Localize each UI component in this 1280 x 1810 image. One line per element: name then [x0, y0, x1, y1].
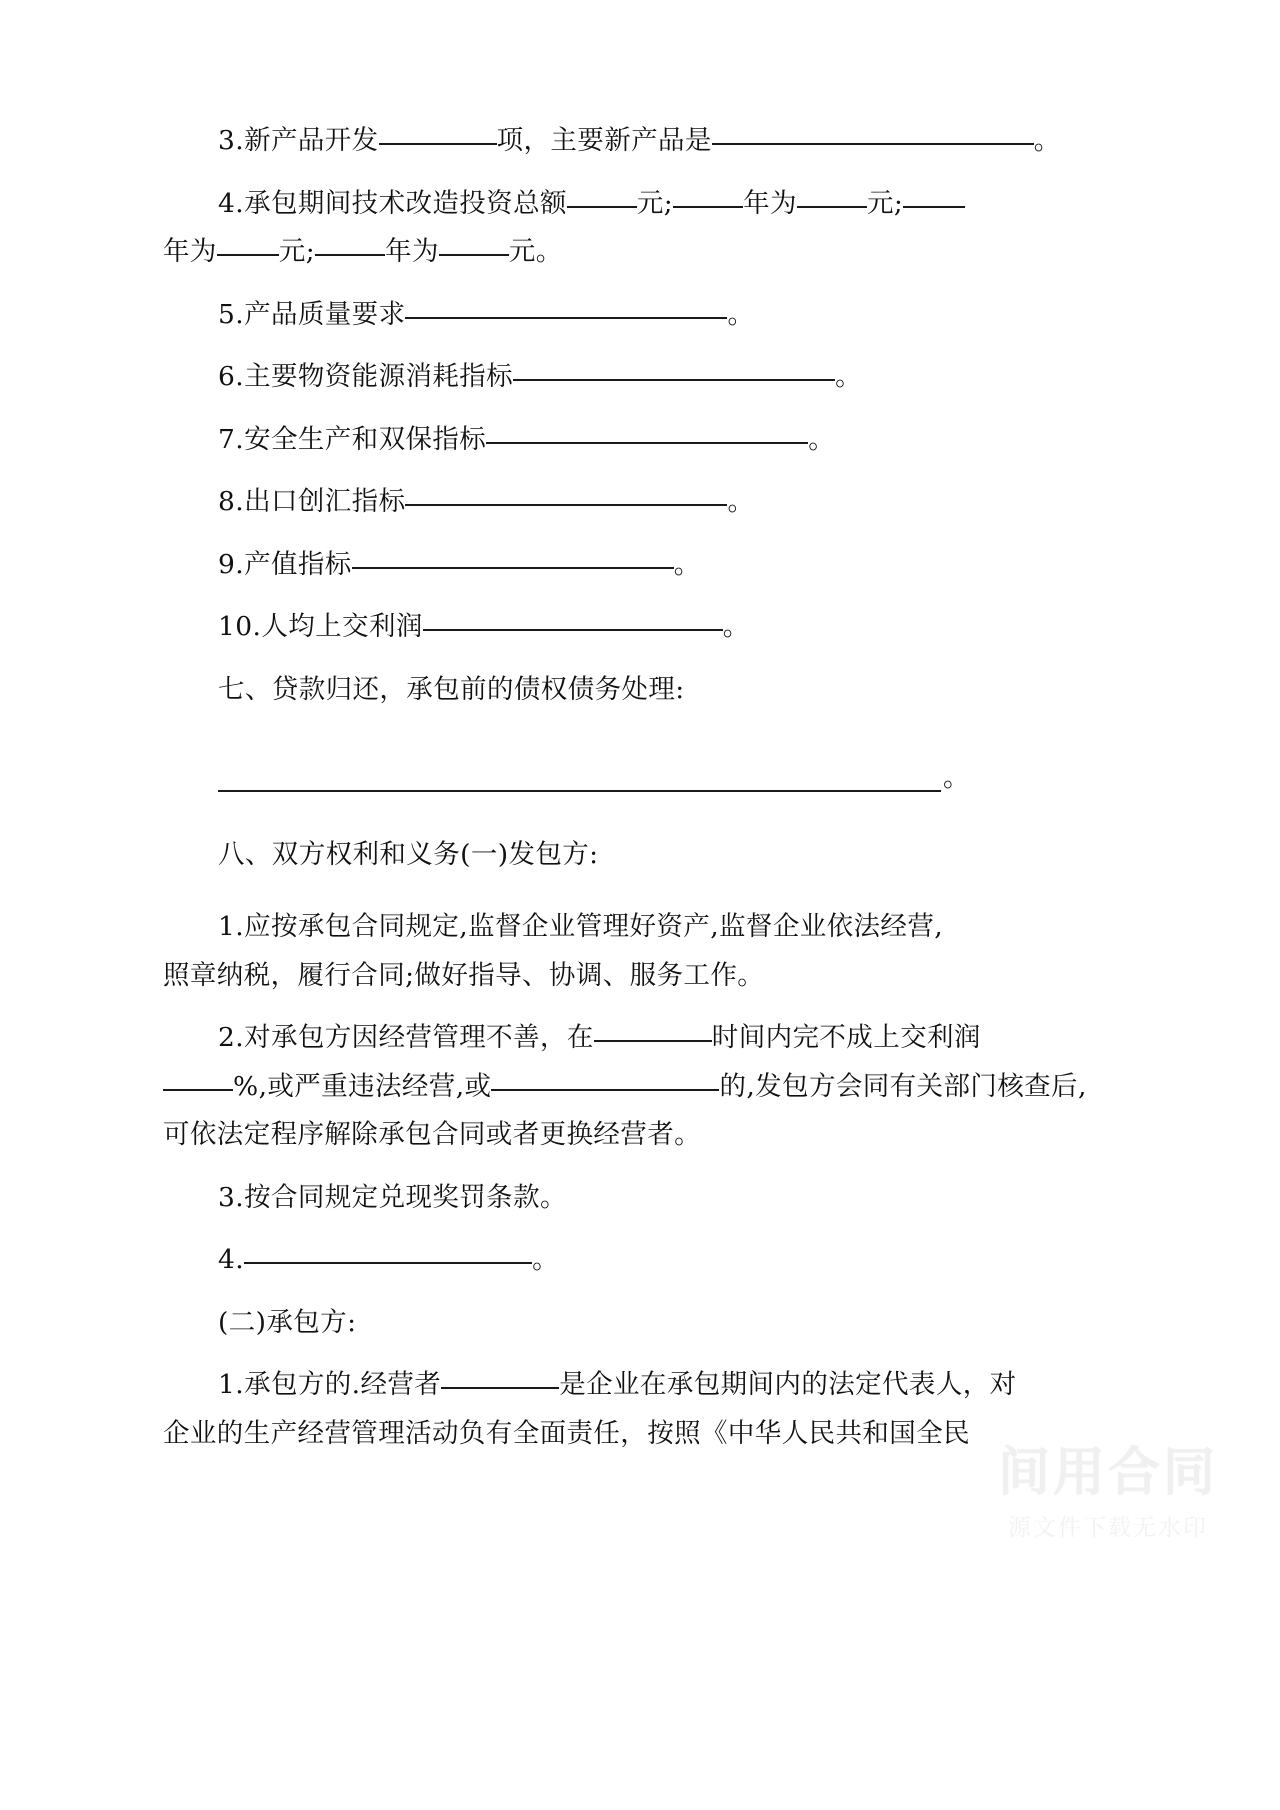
clause-3-text-b: 项，主要新产品是: [496, 125, 712, 156]
blank-field[interactable]: [423, 629, 723, 631]
clause-8-tail: 。: [727, 486, 755, 517]
clause-4-text-f: 元;: [278, 236, 316, 267]
clause-8b-1-text-a: 1.承包方的.经营者: [218, 1369, 442, 1400]
clause-7-tail: 。: [808, 423, 836, 455]
section-7-blank-row: [163, 762, 1118, 793]
clause-9-tail: 。: [673, 548, 701, 580]
clause-10-tail: 。: [722, 611, 750, 642]
clause-9-label: 9.产值指标: [218, 548, 352, 580]
blank-field[interactable]: [315, 254, 385, 256]
section-7-blank-tail: 。: [943, 762, 970, 793]
blank-field[interactable]: [244, 1262, 532, 1264]
clause-4-text-g: 年为: [385, 236, 439, 267]
clause-3-text-c: 。: [1033, 125, 1061, 156]
clause-6-tail: 。: [835, 361, 862, 392]
clause-item-6: [163, 361, 1118, 392]
blank-field[interactable]: [441, 1387, 559, 1389]
clause-4-text-d: 元;: [866, 187, 904, 219]
clause-item-9: [163, 548, 1118, 580]
blank-field[interactable]: [405, 317, 727, 319]
clause-4-text-c: 年为: [743, 187, 797, 219]
blank-field[interactable]: [163, 1089, 233, 1091]
blank-field[interactable]: [712, 143, 1034, 145]
blank-field[interactable]: [491, 1089, 719, 1091]
clause-3-text-a: 3.新产品开发: [218, 125, 379, 156]
blank-field-long[interactable]: [218, 790, 941, 792]
clause-8-2-text-c: %,或严重违法经营,或: [233, 1070, 492, 1102]
watermark-subtitle: 源文件下载无水印: [1007, 1515, 1208, 1541]
clause-8-2-text-b: 时间内完不成上交利润: [711, 1022, 981, 1053]
clause-5-tail: 。: [727, 298, 755, 330]
clause-item-4-line2: [163, 236, 1118, 267]
watermark-title: 间用合同: [997, 1443, 1218, 1504]
blank-field[interactable]: [513, 379, 835, 381]
blank-field[interactable]: [379, 143, 497, 145]
clause-8-2-line1: [163, 1022, 1118, 1053]
blank-field[interactable]: [352, 567, 674, 569]
watermark: [997, 1443, 1218, 1542]
clause-item-8: [163, 486, 1118, 517]
clause-item-4-line1: [163, 187, 1118, 219]
clause-8-2-line2: [163, 1070, 1118, 1102]
clause-8b-1-text-b: 是企业在承包期间内的法定代表人，对: [559, 1369, 1017, 1400]
clause-8-1-line1: 1.应按承包合同规定,监督企业管理好资产,监督企业依法经营,: [218, 911, 944, 942]
blank-field[interactable]: [486, 442, 808, 444]
clause-8-3: 3.按合同规定兑现奖罚条款。: [218, 1181, 567, 1213]
clause-8-1-line2: 照章纳税，履行合同;做好指导、协调、服务工作。: [163, 959, 765, 991]
clause-8-2-line3: 可依法定程序解除承包合同或者更换经营者。: [163, 1119, 701, 1150]
clause-6-label: 6.主要物资能源消耗指标: [218, 361, 514, 392]
section-8-part2-heading: (二)承包方:: [218, 1306, 357, 1338]
clause-7-label: 7.安全生产和双保指标: [218, 423, 487, 455]
clause-8b-1-line2: 企业的生产经营管理活动负有全面责任，按照《中华人民共和国全民: [163, 1417, 970, 1449]
clause-8-4: [163, 1244, 1118, 1275]
blank-field[interactable]: [594, 1040, 712, 1042]
clause-4-text-e: 年为: [163, 236, 217, 267]
clause-item-3: [163, 125, 1118, 156]
blank-field[interactable]: [405, 504, 727, 506]
blank-field[interactable]: [903, 206, 965, 208]
clause-10-label: 10.人均上交利润: [218, 611, 423, 642]
clause-item-5: [163, 298, 1118, 330]
blank-field[interactable]: [567, 206, 637, 208]
clause-5-label: 5.产品质量要求: [218, 298, 406, 330]
clause-item-10: [163, 611, 1118, 642]
clause-8b-1-line1: [163, 1369, 1118, 1400]
blank-field[interactable]: [673, 206, 743, 208]
clause-item-7: [163, 423, 1118, 455]
document-body: [163, 125, 1118, 1449]
blank-field[interactable]: [439, 254, 509, 256]
clause-8-label: 8.出口创汇指标: [218, 486, 406, 517]
section-heading-7: 七、贷款归还，承包前的债权债务处理:: [218, 673, 685, 705]
clause-8-2-text-a: 2.对承包方因经营管理不善，在: [218, 1022, 594, 1053]
blank-field[interactable]: [797, 206, 867, 208]
clause-4-text-h: 元。: [508, 236, 563, 267]
clause-8-4-tail: 。: [532, 1244, 559, 1275]
clause-4-text-a: 4.承包期间技术改造投资总额: [218, 187, 567, 219]
section-heading-8: 八、双方权利和义务(一)发包方:: [218, 838, 599, 870]
clause-8-2-text-d: 的,发包方会同有关部门核查后,: [719, 1070, 1087, 1102]
clause-4-text-b: 元;: [636, 187, 674, 219]
clause-8-4-label: 4.: [218, 1244, 245, 1275]
blank-field[interactable]: [217, 254, 279, 256]
